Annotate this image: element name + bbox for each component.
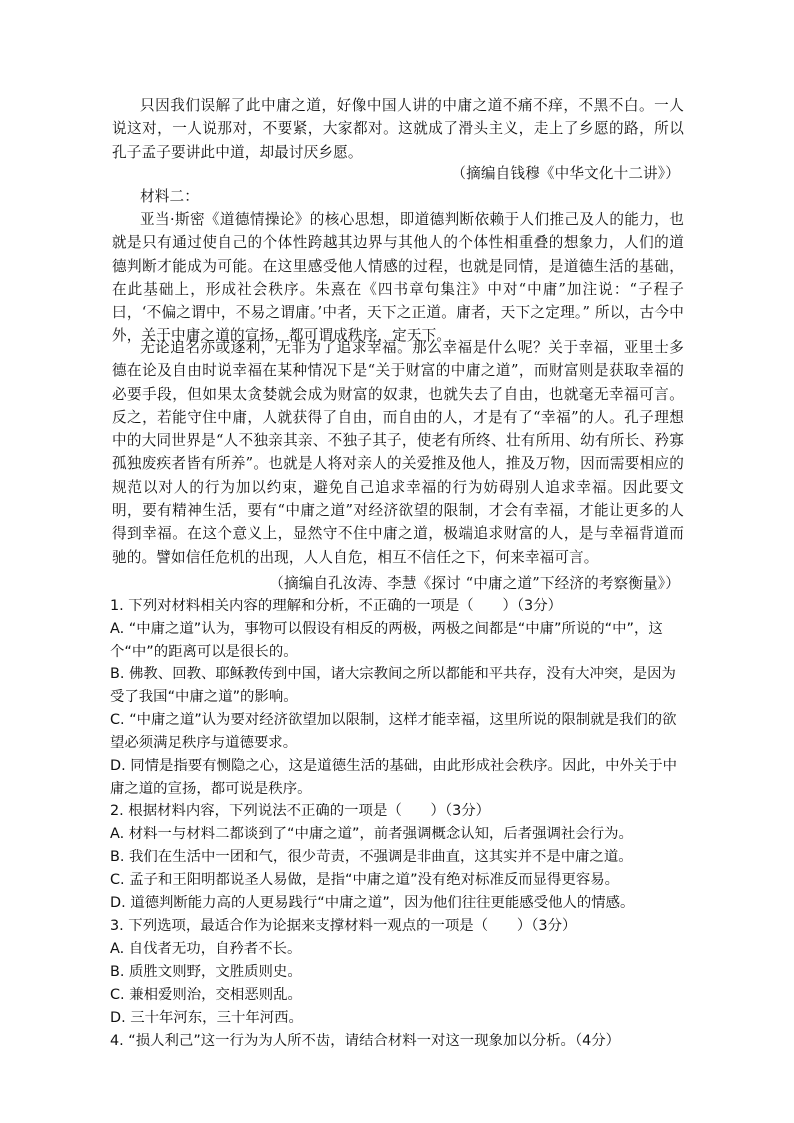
- question-1-option-d: D. 同情是指要有恻隐之心，这是道德生活的基础，由此形成社会秩序。因此，中外关于中庸之道的宣扬，都可说是秩序。: [110, 758, 678, 797]
- material2-source: （摘编自孔汝涛、李慧《探讨 “中庸之道”下经济的考察衡量》）: [269, 575, 680, 592]
- question-1-stem: 1. 下列对材料相关内容的理解和分析，不正确的一项是（ ）（3分）: [110, 598, 562, 614]
- material1-paragraph: 只因我们误解了此中庸之道，好像中国人讲的中庸之道不痛不痒，不黑不白。一人说这对，一人说那对，不要紧，大家都对。这就成了滑头主义，走上了乡愿的路，所以孔子孟子要讲此中道，却最讨厌乡愿。: [112, 97, 684, 161]
- material2-paragraph-1: 亚当·斯密《道德情操论》的核心思想，即道德判断依赖于人们推己及人的能力，也就是只有通过使自己的个体性跨越其边界与其他人的个体性相重叠的想象力，人们的道德判断才能成为可能。在这里感受他人情感的过程，也就是同情，是道德生活的基础，在此基础上，形成社会秩序。朱熹在《四书章句集注》中对“中庸”加注说：“子程子曰，‘不偏之谓中，不易之谓庸。’中者，天下之正道。庸者，天下之定理。” 所以，古今中外，关于中庸之道的宣扬，都可谓成秩序，定天下。: [112, 211, 684, 345]
- question-2-option-d: D. 道德判断能力高的人更易践行“中庸之道”，因为他们往往更能感受他人的情感。: [110, 895, 635, 911]
- question-3-option-a: A. 自伐者无功，自矜者不长。: [110, 941, 302, 957]
- question-3-stem: 3. 下列选项，最适合作为论据来支撑材料一观点的一项是（ ）（3分）: [110, 918, 577, 934]
- question-1-option-b: B. 佛教、回教、耶稣教传到中国，诸大宗教间之所以都能和平共存，没有大冲突，是因为受了我国“中庸之道”的影响。: [110, 666, 676, 705]
- question-3-option-b: B. 质胜文则野，文胜质则史。: [110, 964, 302, 980]
- material2-label: 材料二：: [140, 188, 199, 205]
- material2-paragraph-2: 无论追名亦或逐利，无非为了追求幸福。那么幸福是什么呢？关于幸福，亚里士多德在论及自由时说幸福在某种情况下是“关于财富的中庸之道”，而财富则是获取幸福的必要手段，但如果太贪婪就会成为财富的奴隶，也就失去了自由，也就毫无幸福可言。反之，若能守住中庸，人就获得了自由，而自由的人，才是有了“幸福”的人。孔子理想中的大同世界是“人不独亲其亲、不独子其子，使老有所终、壮有所用、幼有所长、矜寡孤独废疾者皆有所养”。也就是人将对亲人的关爱推及他人，推及万物，因而需要相应的规范以对人的行为加以约束，避免自己追求幸福的行为妨碍别人追求幸福。因此要文明，要有精神生活，要有“中庸之道”对经济欲望的限制，才会有幸福，才能让更多的人得到幸福。在这个意义上，显然守不住中庸之道，极端追求财富的人，是与幸福背道而驰的。譬如信任危机的出现，人人自危，相互不信任之下，何来幸福可言。: [112, 339, 684, 566]
- question-2-stem: 2. 根据材料内容，下列说法不正确的一项是（ ）（3分）: [110, 803, 491, 819]
- material1-source: （摘编自钱穆《中华文化十二讲》）: [451, 165, 680, 182]
- question-4-stem: 4. “损人利己”这一行为为人所不齿，请结合材料一对这一现象加以分析。（4分）: [110, 1033, 621, 1049]
- question-3-option-d: D. 三十年河东，三十年河西。: [110, 1010, 303, 1026]
- question-2-option-b: B. 我们在生活中一团和气，很少苛责，不强调是非曲直，这其实并不是中庸之道。: [110, 849, 633, 865]
- question-2-option-a: A. 材料一与材料二都谈到了“中庸之道”，前者强调概念认知，后者强调社会行为。: [110, 826, 633, 842]
- question-1-option-c: C. “中庸之道”认为要对经济欲望加以限制，这样才能幸福，这里所说的限制就是我们的欲望必须满足秩序与道德要求。: [110, 712, 677, 751]
- question-3-option-c: C. 兼相爱则治，交相恶则乱。: [110, 987, 302, 1003]
- question-1-option-a: A. “中庸之道”认为，事物可以假设有相反的两极，两极之间都是“中庸”所说的“中”，这个“中”的距离可以是很长的。: [110, 621, 663, 660]
- question-2-option-c: C. 孟子和王阳明都说圣人易做，是指“中庸之道”没有绝对标准反而显得更容易。: [110, 872, 620, 888]
